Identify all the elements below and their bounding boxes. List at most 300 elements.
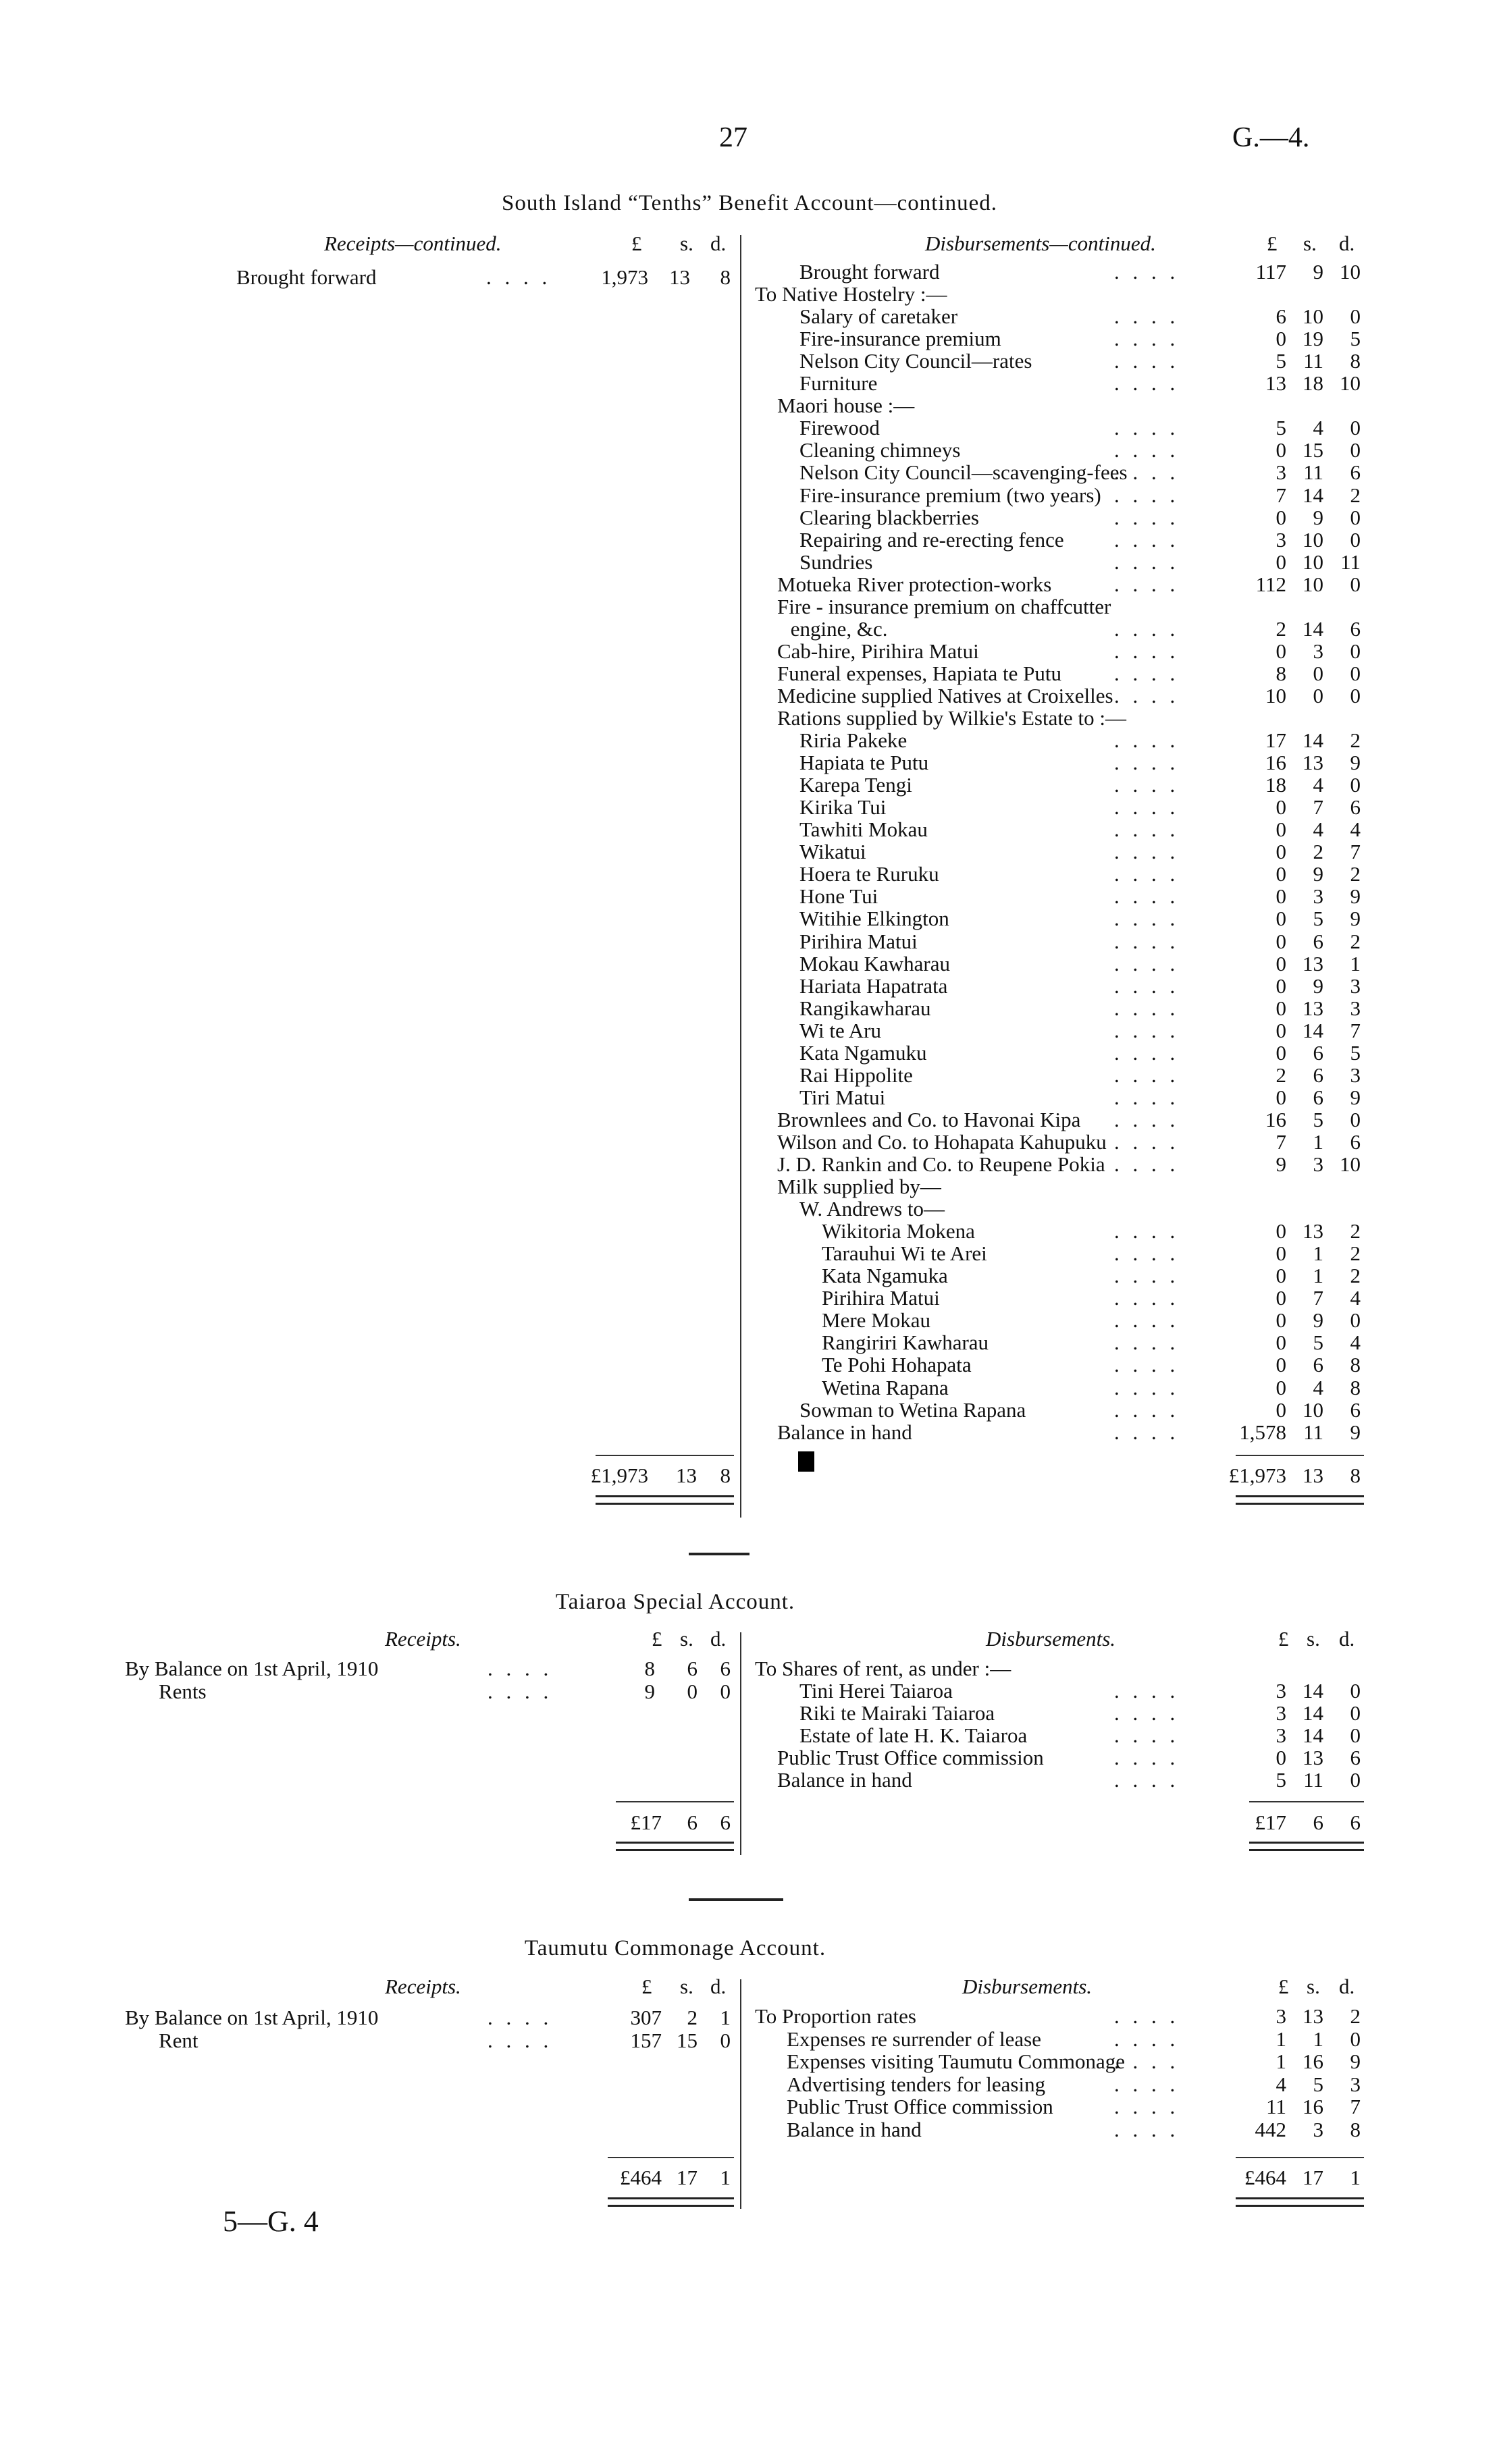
tenths-disbursement-amount-d: 6 [1350, 460, 1361, 485]
tenths-disbursement-amount-s: 7 [1313, 1286, 1323, 1310]
tenths-disbursement-amount-s: 9 [1313, 862, 1323, 886]
tenths-disb-rule [1236, 1455, 1364, 1456]
tenths-disbursement-amount-s: 13 [1303, 951, 1323, 975]
taiaroa-disbursement-label: Tini Herei Taiaroa [799, 1679, 953, 1703]
tenths-disbursement-amount-l: 0 [1276, 1018, 1286, 1042]
tenths-disbursement-label: Rations supplied by Wilkie's Estate to :— [777, 706, 1126, 730]
tenths-disbursement-amount-l: 0 [1276, 327, 1286, 351]
tenths-disbursement-leader-dots: . . . . [1114, 639, 1180, 663]
tenths-disbursement-amount-s: 3 [1313, 1152, 1323, 1176]
taiaroa-disb-rule [1249, 1801, 1364, 1802]
taumutu-title: Taumutu Commonage Account. [524, 1936, 826, 1960]
taiaroa-disb-col-s: s. [1307, 1627, 1320, 1651]
tenths-disbursement-amount-d: 0 [1350, 304, 1361, 329]
tenths-disbursement-leader-dots: . . . . [1114, 773, 1180, 797]
tenths-receipts-col-s: s. [680, 232, 693, 255]
tenths-disbursement-label: Repairing and re-erecting fence [799, 527, 1064, 552]
taumutu-disbursement-label: Public Trust Office commission [787, 2095, 1053, 2118]
tenths-disbursement-leader-dots: . . . . [1114, 460, 1180, 485]
tenths-disbursement-amount-d: 8 [1350, 1353, 1361, 1377]
tenths-disbursement-label: Wi te Aru [799, 1018, 882, 1042]
tenths-disbursement-amount-s: 1 [1313, 1241, 1323, 1266]
taiaroa-column-divider [740, 1632, 741, 1855]
tenths-disbursement-amount-l: 112 [1255, 572, 1286, 596]
tenths-disbursement-amount-s: 14 [1303, 616, 1323, 641]
taumutu-disbursement-amount-d: 8 [1350, 2117, 1361, 2141]
taumutu-disbursement-amount-l: 3 [1276, 2004, 1286, 2028]
taumutu-disbursement-leader-dots: . . . . [1114, 2117, 1180, 2141]
tenths-disbursement-leader-dots: . . . . [1114, 929, 1180, 953]
tenths-disbursements-heading: Disbursements—continued. [925, 232, 1156, 255]
tenths-disbursement-amount-l: 0 [1276, 505, 1286, 529]
taumutu-disbursement-amount-l: 4 [1276, 2072, 1286, 2096]
tenths-disbursement-leader-dots: . . . . [1114, 304, 1180, 329]
taiaroa-disbursements-heading: Disbursements. [986, 1627, 1116, 1651]
tenths-disbursement-leader-dots: . . . . [1114, 818, 1180, 842]
tenths-disbursement-label: Wetina Rapana [822, 1375, 949, 1399]
taumutu-disbursement-label: Expenses re surrender of lease [787, 2027, 1041, 2051]
tenths-disbursement-label: Hone Tui [799, 884, 878, 909]
tenths-disbursement-amount-d: 2 [1350, 862, 1361, 886]
tenths-disbursement-amount-s: 9 [1313, 260, 1323, 284]
tenths-disbursement-amount-d: 5 [1350, 1040, 1361, 1065]
tenths-disbursement-leader-dots: . . . . [1114, 1353, 1180, 1377]
taumutu-disbursement-label: To Proportion rates [755, 2004, 916, 2028]
tenths-disbursement-amount-s: 10 [1303, 1397, 1323, 1422]
tenths-disbursement-leader-dots: . . . . [1114, 683, 1180, 707]
tenths-disbursement-amount-l: 0 [1276, 1241, 1286, 1266]
tenths-disbursement-amount-d: 4 [1350, 818, 1361, 842]
tenths-disbursement-label: Milk supplied by— [777, 1175, 941, 1199]
tenths-disbursement-amount-d: 9 [1350, 751, 1361, 775]
tenths-disbursement-amount-d: 0 [1350, 639, 1361, 663]
tenths-disbursement-label: Motueka River protection-works [777, 572, 1052, 596]
section-separator-2 [689, 1898, 783, 1901]
taumutu-receipt-amount-s: 15 [677, 2029, 698, 2052]
tenths-disbursement-label: Rangikawharau [799, 996, 931, 1020]
tenths-receipts-rule [596, 1455, 734, 1456]
tenths-disbursement-leader-dots: . . . . [1114, 1219, 1180, 1243]
taiaroa-disb-total-l: £17 [1255, 1811, 1286, 1834]
tenths-disbursement-label: Maori house :— [777, 394, 915, 418]
tenths-disbursement-amount-s: 6 [1313, 1085, 1323, 1109]
taiaroa-disbursement-leader-dots: . . . . [1114, 1723, 1180, 1747]
tenths-disbursement-leader-dots: . . . . [1114, 1152, 1180, 1176]
tenths-disbursement-label: Hapiata te Putu [799, 751, 929, 775]
tenths-disbursement-amount-l: 0 [1276, 907, 1286, 931]
taiaroa-disbursement-amount-l: 3 [1276, 1701, 1286, 1725]
tenths-disbursement-amount-l: 18 [1265, 773, 1286, 797]
tenths-disbursement-amount-l: 7 [1276, 1129, 1286, 1154]
taiaroa-disbursement-amount-d: 0 [1350, 1679, 1361, 1703]
tenths-disbursement-amount-d: 2 [1350, 1219, 1361, 1243]
taiaroa-disbursement-label: Riki te Mairaki Taiaroa [799, 1701, 995, 1725]
tenths-disbursement-leader-dots: . . . . [1114, 751, 1180, 775]
taumutu-receipts-rule [608, 2157, 734, 2158]
tenths-receipts-col-l: £ [631, 232, 642, 255]
taumutu-disbursement-leader-dots: . . . . [1114, 2050, 1180, 2073]
tenths-disbursement-amount-d: 0 [1350, 661, 1361, 685]
tenths-disbursement-amount-l: 16 [1265, 1107, 1286, 1131]
tenths-disbursement-amount-s: 13 [1303, 996, 1323, 1020]
tenths-disbursement-amount-d: 7 [1350, 840, 1361, 864]
taiaroa-disbursement-amount-d: 0 [1350, 1701, 1361, 1725]
tenths-disbursement-amount-l: 0 [1276, 795, 1286, 820]
taiaroa-receipts-col-d: d. [710, 1627, 727, 1651]
tenths-disbursement-amount-d: 2 [1350, 483, 1361, 507]
taiaroa-receipts-double-rule [616, 1842, 734, 1851]
taiaroa-disbursement-amount-s: 11 [1303, 1768, 1323, 1792]
tenths-disbursement-amount-l: 0 [1276, 951, 1286, 975]
taiaroa-disb-total-s: 6 [1313, 1811, 1323, 1834]
tenths-disbursement-amount-s: 4 [1313, 818, 1323, 842]
tenths-disbursement-amount-l: 2 [1276, 616, 1286, 641]
tenths-disbursement-label: Clearing blackberries [799, 505, 979, 529]
tenths-receipts-total-l: £1,973 [590, 1464, 648, 1487]
tenths-disbursement-label: Mokau Kawharau [799, 951, 950, 975]
taumutu-disbursement-label: Advertising tenders for leasing [787, 2072, 1046, 2096]
taiaroa-receipts-col-l: £ [652, 1627, 662, 1651]
tenths-disbursement-amount-d: 0 [1350, 527, 1361, 552]
tenths-disb-total-d: 8 [1350, 1464, 1361, 1487]
taumutu-receipt-label: By Balance on 1st April, 1910 [125, 2006, 379, 2029]
tenths-disbursement-label: Furniture [799, 371, 878, 396]
tenths-disbursement-amount-d: 9 [1350, 907, 1361, 931]
tenths-disbursement-amount-l: 0 [1276, 862, 1286, 886]
taiaroa-disbursement-amount-d: 0 [1350, 1723, 1361, 1747]
tenths-disbursement-amount-d: 2 [1350, 1241, 1361, 1266]
tenths-disbursement-leader-dots: . . . . [1114, 1107, 1180, 1131]
tenths-disbursement-amount-s: 11 [1303, 349, 1323, 373]
tenths-disbursement-label: Mere Mokau [822, 1308, 930, 1333]
tenths-disbursement-amount-s: 5 [1313, 1107, 1323, 1131]
tenths-receipts-heading: Receipts—continued. [324, 232, 502, 255]
taumutu-disbursement-amount-l: 442 [1255, 2117, 1286, 2141]
tenths-disbursement-amount-s: 0 [1313, 683, 1323, 707]
taumutu-disbursement-leader-dots: . . . . [1114, 2072, 1180, 2096]
tenths-disbursement-leader-dots: . . . . [1114, 1375, 1180, 1399]
taumutu-receipt-amount-l: 157 [630, 2029, 662, 2052]
taumutu-disbursements-heading: Disbursements. [962, 1975, 1093, 1998]
tenths-disbursement-leader-dots: . . . . [1114, 550, 1180, 574]
tenths-disbursement-amount-l: 0 [1276, 1085, 1286, 1109]
tenths-disbursement-label: Wikitoria Mokena [822, 1219, 975, 1243]
tenths-disbursement-amount-l: 1,578 [1239, 1420, 1286, 1444]
tenths-disbursement-label: Rangiriri Kawharau [822, 1331, 989, 1355]
tenths-disbursement-amount-s: 13 [1303, 1219, 1323, 1243]
tenths-disbursement-label: Hoera te Ruruku [799, 862, 939, 886]
tenths-disbursement-amount-s: 14 [1303, 1018, 1323, 1042]
taiaroa-disbursement-amount-l: 5 [1276, 1768, 1286, 1792]
tenths-disbursement-amount-l: 0 [1276, 1397, 1286, 1422]
taiaroa-title: Taiaroa Special Account. [555, 1590, 795, 1614]
taumutu-disbursement-amount-l: 1 [1276, 2027, 1286, 2051]
tenths-column-divider [740, 235, 741, 1518]
tenths-disbursement-leader-dots: . . . . [1114, 1040, 1180, 1065]
taumutu-receipts-col-d: d. [710, 1975, 727, 1998]
tenths-disbursement-leader-dots: . . . . [1114, 1063, 1180, 1087]
tenths-disbursement-label: Witihie Elkington [799, 907, 949, 931]
footer-reference: 5—G. 4 [223, 2205, 319, 2238]
tenths-disbursement-amount-s: 11 [1303, 1420, 1323, 1444]
tenths-disbursement-amount-l: 0 [1276, 639, 1286, 663]
tenths-disbursement-amount-d: 4 [1350, 1331, 1361, 1355]
taiaroa-receipt-amount-l: 9 [644, 1680, 655, 1703]
tenths-disbursement-amount-s: 19 [1303, 327, 1323, 351]
tenths-disbursement-amount-d: 0 [1350, 438, 1361, 462]
tenths-disbursement-leader-dots: . . . . [1114, 483, 1180, 507]
tenths-disbursement-amount-s: 2 [1313, 840, 1323, 864]
tenths-disbursement-amount-d: 2 [1350, 728, 1361, 753]
tenths-disbursement-amount-d: 9 [1350, 1085, 1361, 1109]
taumutu-disb-col-s: s. [1307, 1975, 1320, 1998]
tenths-disbursement-leader-dots: . . . . [1114, 416, 1180, 440]
tenths-disbursement-leader-dots: . . . . [1114, 840, 1180, 864]
tenths-disbursement-label: W. Andrews to— [799, 1197, 945, 1221]
tenths-disbursement-label: Hariata Hapatrata [799, 973, 948, 998]
tenths-disbursement-leader-dots: . . . . [1114, 862, 1180, 886]
tenths-disbursement-label: Kata Ngamuka [822, 1264, 948, 1288]
taumutu-disbursement-amount-l: 1 [1276, 2050, 1286, 2073]
taiaroa-disb-double-rule [1249, 1842, 1364, 1851]
tenths-disbursement-amount-s: 13 [1303, 751, 1323, 775]
taumutu-receipt-amount-d: 0 [720, 2029, 731, 2052]
tenths-disbursement-leader-dots: . . . . [1114, 884, 1180, 909]
ink-blot [798, 1451, 814, 1472]
page-number: 27 [719, 122, 747, 153]
tenths-disbursement-label: Riria Pakeke [799, 728, 908, 753]
tenths-disbursement-leader-dots: . . . . [1114, 1397, 1180, 1422]
tenths-disb-col-d: d. [1339, 232, 1355, 255]
taiaroa-disb-col-d: d. [1339, 1627, 1355, 1651]
tenths-receipt-amount-l: 1,973 [601, 265, 648, 289]
taumutu-disbursement-leader-dots: . . . . [1114, 2004, 1180, 2028]
taumutu-disbursement-amount-s: 13 [1303, 2004, 1323, 2028]
taumutu-receipts-double-rule [608, 2197, 734, 2207]
taiaroa-disbursement-amount-s: 14 [1303, 1701, 1323, 1725]
taiaroa-disbursement-amount-l: 0 [1276, 1746, 1286, 1769]
tenths-disbursement-leader-dots: . . . . [1114, 616, 1180, 641]
tenths-disbursement-amount-s: 6 [1313, 1063, 1323, 1087]
tenths-disbursement-amount-d: 11 [1340, 550, 1361, 574]
tenths-disbursement-amount-l: 117 [1255, 260, 1286, 284]
tenths-disbursement-leader-dots: . . . . [1114, 1241, 1180, 1266]
tenths-disbursement-amount-s: 14 [1303, 728, 1323, 753]
taumutu-disbursement-amount-s: 1 [1313, 2027, 1323, 2051]
taiaroa-receipts-rule [616, 1801, 734, 1802]
tenths-receipts-double-rule [596, 1495, 734, 1505]
tenths-disbursement-leader-dots: . . . . [1114, 907, 1180, 931]
tenths-disbursement-amount-s: 1 [1313, 1264, 1323, 1288]
tenths-disbursement-label: Funeral expenses, Hapiata te Putu [777, 661, 1061, 685]
taumutu-disbursement-amount-d: 2 [1350, 2004, 1361, 2028]
taiaroa-disbursement-leader-dots: . . . . [1114, 1701, 1180, 1725]
tenths-disbursement-label: Firewood [799, 416, 880, 440]
taumutu-receipt-amount-d: 1 [720, 2006, 731, 2029]
taumutu-disbursement-amount-l: 11 [1266, 2095, 1286, 2118]
tenths-receipts-col-d: d. [710, 232, 727, 255]
tenths-disbursement-amount-s: 10 [1303, 527, 1323, 552]
tenths-disbursement-amount-d: 8 [1350, 349, 1361, 373]
tenths-disbursement-leader-dots: . . . . [1114, 661, 1180, 685]
tenths-disbursement-label: Wikatui [799, 840, 866, 864]
tenths-disbursement-amount-d: 2 [1350, 929, 1361, 953]
taumutu-receipt-label: Rent [159, 2029, 199, 2052]
tenths-disbursement-amount-d: 9 [1350, 1420, 1361, 1444]
tenths-disbursement-amount-l: 0 [1276, 1375, 1286, 1399]
tenths-disbursement-amount-l: 0 [1276, 973, 1286, 998]
tenths-disb-col-l: £ [1267, 232, 1278, 255]
tenths-disbursement-label: Wilson and Co. to Hohapata Kahupuku [777, 1129, 1107, 1154]
taiaroa-receipts-col-s: s. [680, 1627, 693, 1651]
tenths-disbursement-amount-d: 6 [1350, 1129, 1361, 1154]
tenths-disbursement-amount-s: 5 [1313, 907, 1323, 931]
tenths-disbursement-amount-s: 11 [1303, 460, 1323, 485]
taumutu-receipt-leader-dots: . . . . [488, 2029, 553, 2052]
tenths-disbursement-leader-dots: . . . . [1114, 371, 1180, 396]
tenths-disbursement-amount-d: 9 [1350, 884, 1361, 909]
tenths-disbursement-amount-d: 10 [1340, 1152, 1361, 1176]
tenths-receipt-amount-s: 13 [669, 265, 690, 289]
tenths-disbursement-amount-l: 0 [1276, 438, 1286, 462]
taumutu-disbursement-amount-d: 3 [1350, 2072, 1361, 2096]
taiaroa-disbursement-label: Balance in hand [777, 1768, 912, 1792]
tenths-disbursement-amount-l: 0 [1276, 818, 1286, 842]
taiaroa-receipts-total-s: 6 [687, 1811, 698, 1834]
tenths-disbursement-amount-l: 0 [1276, 929, 1286, 953]
taiaroa-receipts-heading: Receipts. [385, 1627, 461, 1651]
taiaroa-disbursement-amount-s: 13 [1303, 1746, 1323, 1769]
taumutu-receipts-col-s: s. [680, 1975, 693, 1998]
tenths-disb-col-s: s. [1303, 232, 1317, 255]
taiaroa-receipts-total-l: £17 [630, 1811, 662, 1834]
tenths-disbursement-amount-l: 0 [1276, 1286, 1286, 1310]
taumutu-column-divider [740, 1979, 741, 2209]
tenths-disbursement-amount-s: 10 [1303, 572, 1323, 596]
tenths-disbursement-amount-d: 0 [1350, 1107, 1361, 1131]
tenths-disbursement-amount-s: 1 [1313, 1129, 1323, 1154]
tenths-disbursement-amount-s: 6 [1313, 1040, 1323, 1065]
tenths-disbursement-amount-l: 0 [1276, 996, 1286, 1020]
tenths-disbursement-amount-d: 1 [1350, 951, 1361, 975]
tenths-disbursement-amount-l: 9 [1276, 1152, 1286, 1176]
tenths-disbursement-leader-dots: . . . . [1114, 260, 1180, 284]
taumutu-disbursement-label: Expenses visiting Taumutu Commonage [787, 2050, 1125, 2073]
tenths-disbursement-amount-s: 4 [1313, 416, 1323, 440]
tenths-disbursement-amount-l: 2 [1276, 1063, 1286, 1087]
tenths-disbursement-amount-d: 5 [1350, 327, 1361, 351]
tenths-disbursement-label: Brought forward [799, 260, 940, 284]
tenths-disbursement-amount-d: 4 [1350, 1286, 1361, 1310]
tenths-disbursement-amount-s: 5 [1313, 1331, 1323, 1355]
tenths-disbursement-amount-d: 10 [1340, 260, 1361, 284]
tenths-disbursement-label: Nelson City Council—scavenging-fees [799, 460, 1128, 485]
tenths-disbursement-leader-dots: . . . . [1114, 527, 1180, 552]
tenths-disbursement-leader-dots: . . . . [1114, 1286, 1180, 1310]
document-reference: G.—4. [1232, 122, 1310, 153]
taiaroa-disbursement-amount-d: 0 [1350, 1768, 1361, 1792]
taiaroa-disbursement-amount-l: 3 [1276, 1679, 1286, 1703]
tenths-disbursement-amount-s: 7 [1313, 795, 1323, 820]
tenths-disbursement-label: Sundries [799, 550, 873, 574]
tenths-disbursement-leader-dots: . . . . [1114, 438, 1180, 462]
tenths-disbursement-amount-s: 18 [1303, 371, 1323, 396]
tenths-disbursement-amount-l: 8 [1276, 661, 1286, 685]
tenths-disbursement-amount-l: 10 [1265, 683, 1286, 707]
taiaroa-receipt-amount-s: 6 [687, 1657, 698, 1680]
tenths-disbursement-amount-s: 4 [1313, 773, 1323, 797]
tenths-disbursement-leader-dots: . . . . [1114, 951, 1180, 975]
tenths-receipt-label: Brought forward [236, 265, 377, 289]
tenths-disbursement-amount-s: 3 [1313, 639, 1323, 663]
tenths-title: South Island “Tenths” Benefit Account—continued. [502, 191, 997, 215]
taumutu-disb-total-l: £464 [1244, 2166, 1286, 2189]
taiaroa-receipt-leader-dots: . . . . [488, 1657, 553, 1680]
tenths-disbursement-amount-l: 0 [1276, 1331, 1286, 1355]
tenths-disbursement-leader-dots: . . . . [1114, 1085, 1180, 1109]
tenths-disbursement-label: Fire-insurance premium [799, 327, 1001, 351]
tenths-disb-total-l: £1,973 [1228, 1464, 1286, 1487]
tenths-disbursement-amount-d: 6 [1350, 1397, 1361, 1422]
taumutu-receipt-amount-l: 307 [630, 2006, 662, 2029]
tenths-disbursement-label: Sowman to Wetina Rapana [799, 1397, 1026, 1422]
tenths-disbursement-amount-l: 0 [1276, 1308, 1286, 1333]
taiaroa-disb-total-d: 6 [1350, 1811, 1361, 1834]
tenths-receipt-leader-dots: . . . . [486, 265, 552, 289]
section-separator-1 [689, 1553, 750, 1555]
tenths-disb-total-s: 13 [1303, 1464, 1323, 1487]
taiaroa-receipt-amount-d: 0 [720, 1680, 731, 1703]
taiaroa-receipt-amount-l: 8 [644, 1657, 655, 1680]
taumutu-disbursement-amount-d: 9 [1350, 2050, 1361, 2073]
taiaroa-receipt-leader-dots: . . . . [488, 1680, 553, 1703]
tenths-disbursement-label: J. D. Rankin and Co. to Reupene Pokia [777, 1152, 1105, 1176]
tenths-disb-double-rule [1236, 1495, 1364, 1505]
tenths-disbursement-leader-dots: . . . . [1114, 349, 1180, 373]
tenths-disbursement-amount-s: 9 [1313, 505, 1323, 529]
taiaroa-disbursement-amount-s: 14 [1303, 1723, 1323, 1747]
taiaroa-disbursement-amount-l: 3 [1276, 1723, 1286, 1747]
tenths-disbursement-label: Balance in hand [777, 1420, 912, 1444]
tenths-receipt-amount-d: 8 [720, 265, 731, 289]
tenths-disbursement-amount-s: 10 [1303, 304, 1323, 329]
tenths-disbursement-amount-l: 7 [1276, 483, 1286, 507]
tenths-disbursement-amount-s: 0 [1313, 661, 1323, 685]
tenths-disbursement-amount-d: 7 [1350, 1018, 1361, 1042]
tenths-disbursement-amount-d: 6 [1350, 616, 1361, 641]
tenths-disbursement-leader-dots: . . . . [1114, 1264, 1180, 1288]
taumutu-disb-rule [1236, 2157, 1364, 2158]
tenths-disbursement-amount-l: 0 [1276, 1264, 1286, 1288]
tenths-disbursement-amount-s: 4 [1313, 1375, 1323, 1399]
tenths-disbursement-leader-dots: . . . . [1114, 795, 1180, 820]
taumutu-receipts-total-l: £464 [620, 2166, 662, 2189]
tenths-disbursement-label: Tarauhui Wi te Arei [822, 1241, 987, 1266]
tenths-disbursement-amount-d: 0 [1350, 773, 1361, 797]
taiaroa-receipts-total-d: 6 [720, 1811, 731, 1834]
tenths-disbursement-amount-s: 10 [1303, 550, 1323, 574]
tenths-disbursement-leader-dots: . . . . [1114, 1018, 1180, 1042]
tenths-disbursement-amount-l: 0 [1276, 1353, 1286, 1377]
taiaroa-disbursement-leader-dots: . . . . [1114, 1679, 1180, 1703]
taiaroa-disbursement-amount-s: 14 [1303, 1679, 1323, 1703]
taiaroa-receipt-label: Rents [159, 1680, 207, 1703]
taumutu-receipt-leader-dots: . . . . [488, 2006, 553, 2029]
tenths-disbursement-amount-l: 0 [1276, 884, 1286, 909]
tenths-disbursement-leader-dots: . . . . [1114, 505, 1180, 529]
tenths-disbursement-label: Medicine supplied Natives at Croixelles [777, 683, 1113, 707]
tenths-disbursement-label: Rai Hippolite [799, 1063, 913, 1087]
